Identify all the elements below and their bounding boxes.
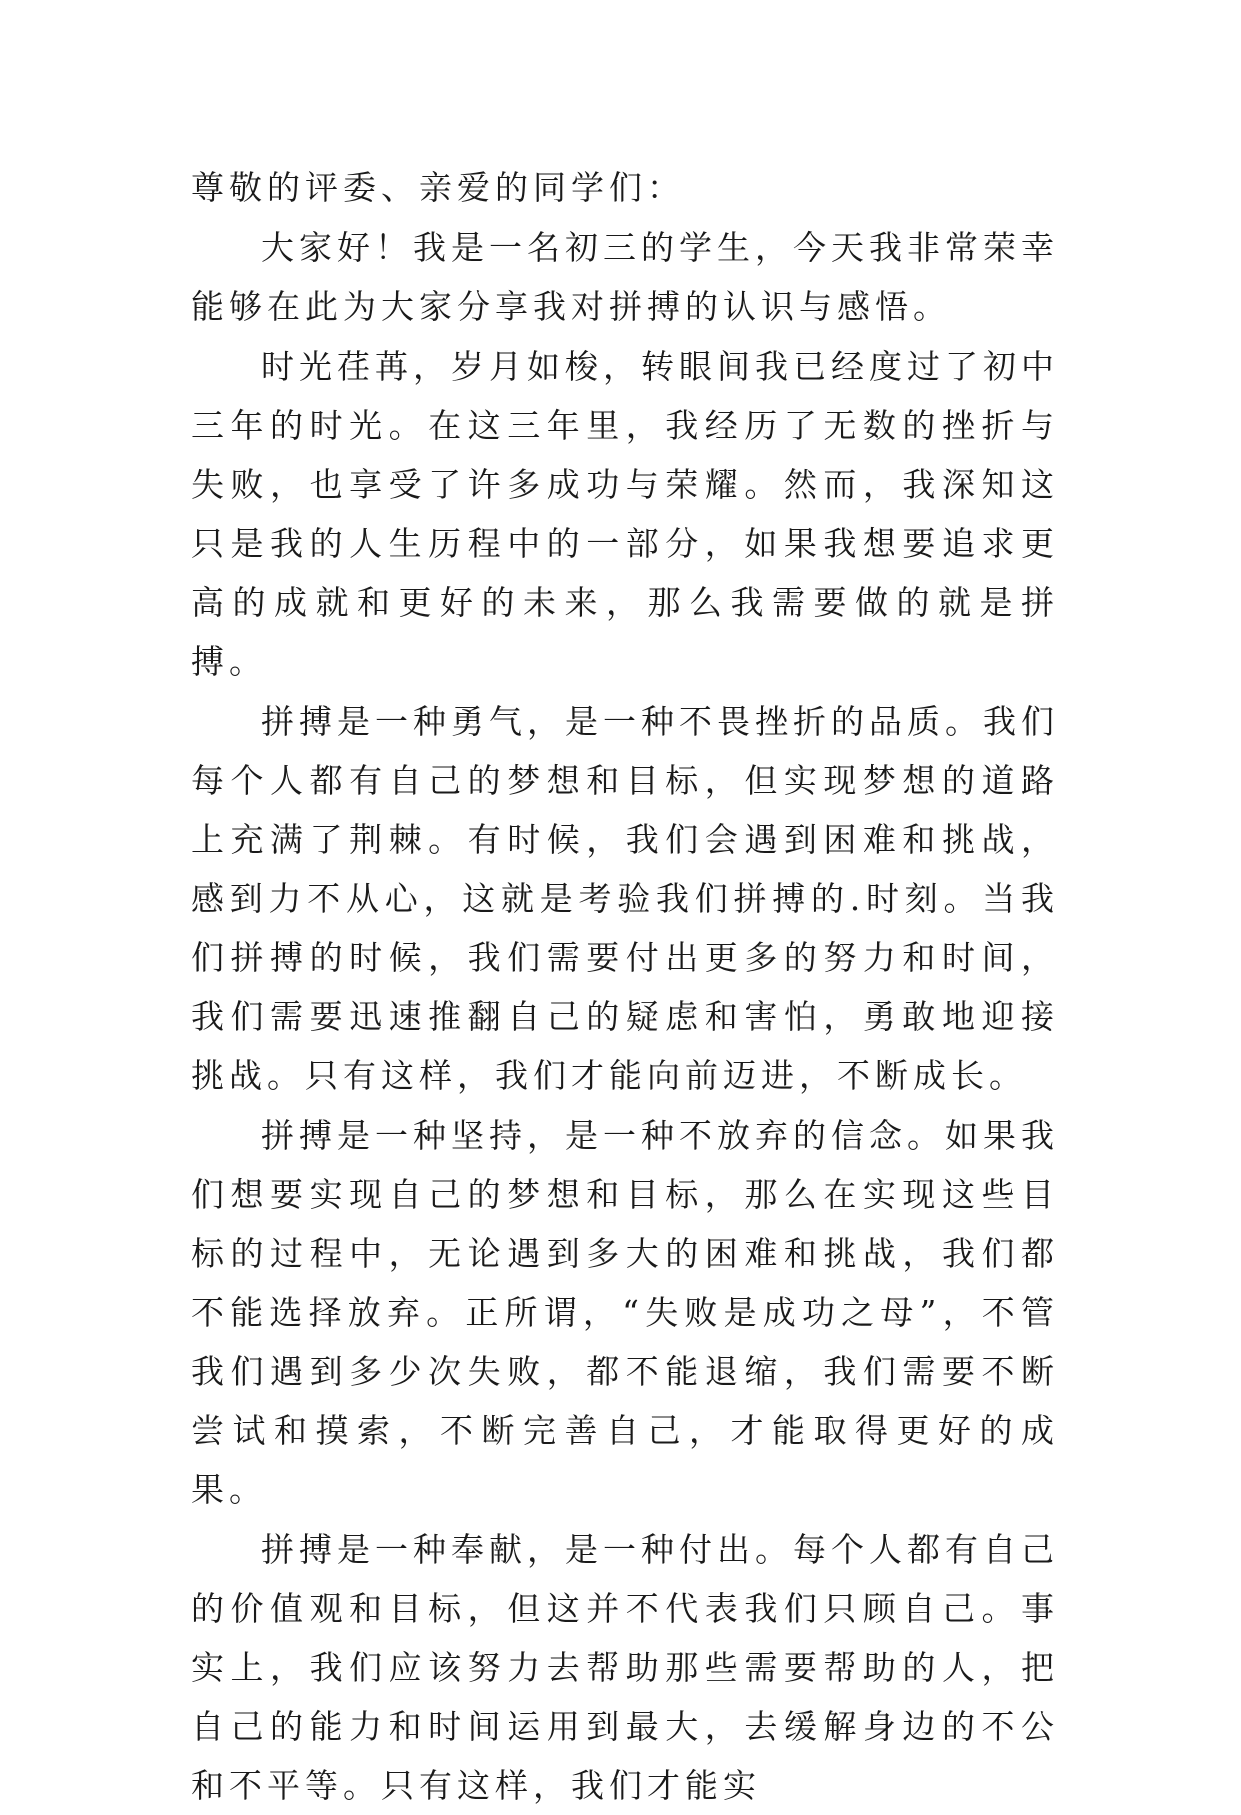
paragraph-time: 时光荏苒，岁月如梭，转眼间我已经度过了初中三年的时光。在这三年里，我经历了无数的挫折与失败，也享受了许多成功与荣耀。然而，我深知这只是我的人生历程中的一部分，如果我想要追求更高的成就和更好的未来，那么我需要做的就是拼搏。 [191, 347, 1059, 681]
paragraph-persistence: 拼搏是一种坚持，是一种不放弃的信念。如果我们想要实现自己的梦想和目标，那么在实现这些目标的过程中，无论遇到多大的困难和挑战，我们都不能选择放弃。正所谓，“失败是成功之母”，不管我们遇到多少次失败，都不能退缩，我们需要不断尝试和摸索，不断完善自己，才能取得更好的成果。 [191, 1116, 1059, 1509]
paragraph-dedication: 拼搏是一种奉献，是一种付出。每个人都有自己的价值观和目标，但这并不代表我们只顾自己。事实上，我们应该努力去帮助那些需要帮助的人，把自己的能力和时间运用到最大，去缓解身边的不公和不平等。只有这样，我们才能实 [191, 1530, 1059, 1805]
speech-body [191, 158, 1059, 1815]
paragraph-courage: 拼搏是一种勇气，是一种不畏挫折的品质。我们每个人都有自己的梦想和目标，但实现梦想的道路上充满了荆棘。有时候，我们会遇到困难和挑战，感到力不从心，这就是考验我们拼搏的.时刻。当我们拼搏的时候，我们需要付出更多的努力和时间，我们需要迅速推翻自己的疑虑和害怕，勇敢地迎接挑战。只有这样，我们才能向前迈进，不断成长。 [191, 702, 1059, 1095]
salutation: 尊敬的评委、亲爱的同学们： [191, 168, 685, 207]
paragraph-greeting: 大家好！我是一名初三的学生，今天我非常荣幸能够在此为大家分享我对拼搏的认识与感悟。 [191, 228, 1059, 326]
